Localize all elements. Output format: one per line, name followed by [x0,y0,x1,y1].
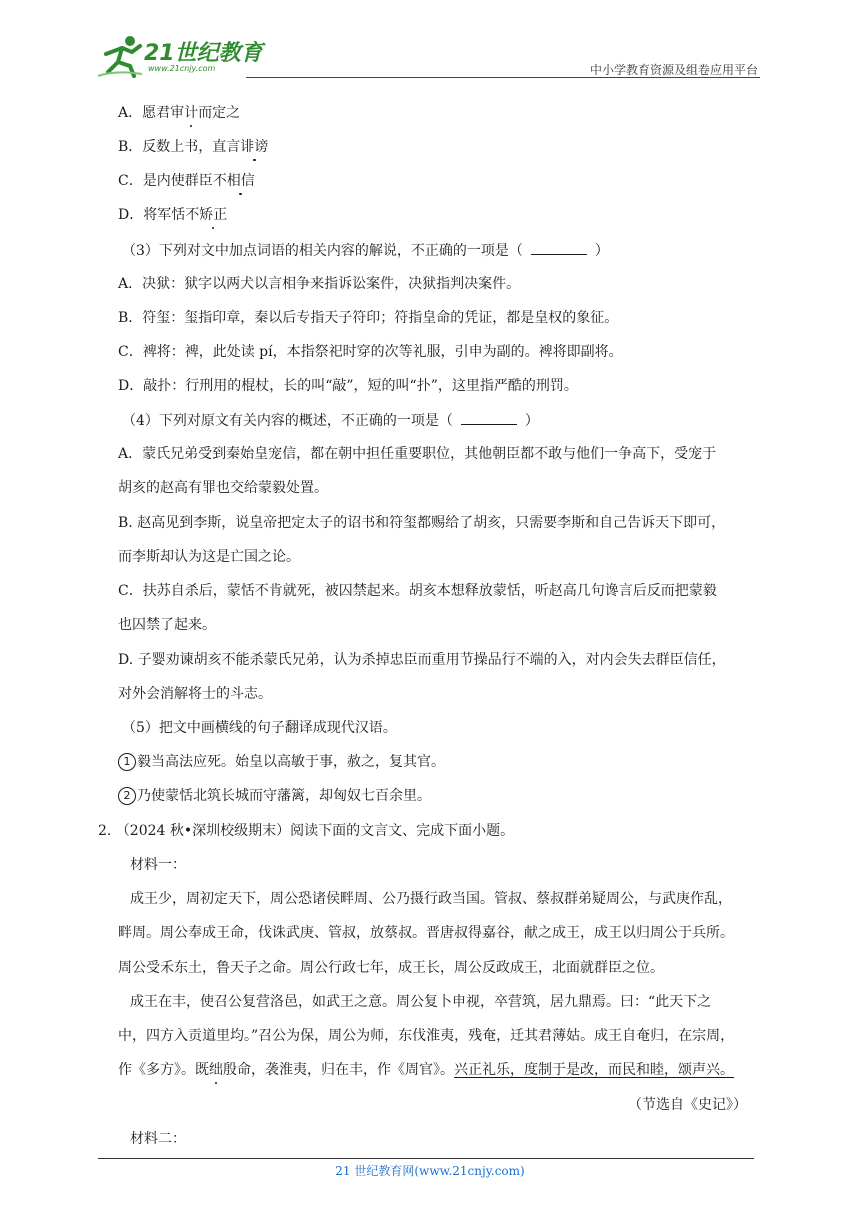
passage-1-line2: 畔周。周公奉成王命，伐诛武庚、管叔，放蔡叔。晋唐叔得嘉谷，献之成王，成王以归周公于兵所。 [118,925,734,941]
answer-blank[interactable] [461,410,517,425]
q4-option-b-line2: 而李斯却认为这是亡国之论。 [118,549,300,565]
q3-option-b: B．符玺：玺指印章，秦以后专指天子符印；符指皇命的凭证，都是皇权的象征。 [118,310,619,326]
footer-link[interactable]: 21 世纪教育网(www.21cnjy.com) [335,1164,525,1178]
sentence-text: 毅当高法应死。始皇以高敏于事，赦之，复其官。 [137,754,445,770]
q5-sentence-1 [118,752,445,772]
site-logo [96,34,266,78]
option-b [118,137,268,157]
option-d [118,205,227,225]
option-text: C．是内使群臣不 [118,173,227,189]
passage-text: 作《多方》。既 [118,1062,209,1078]
platform-title: 中小学教育资源及组卷应用平台 [589,63,758,77]
dotted-word: 诽谤 [240,139,269,155]
passage-1-line3: 周公受禾东土，鲁天子之命。周公行政七年，成王长，周公反政成王，北面就群臣之位。 [118,960,664,976]
material-2-label: 材料二： [130,1131,186,1147]
passage-2-line2: 中，四方入贡道里均。”召公为保，周公为师，东伐淮夷，残奄，迁其君薄姑。成王自奄归，在宗周， [118,1028,735,1044]
footer-divider [98,1158,754,1159]
passage-2-line3 [118,1060,734,1080]
q4-option-d-line1: D. 子婴劝谏胡亥不能杀蒙氏兄弟，认为杀掉忠臣而重用节操品行不端的入，对内会失去群臣信任， [118,652,726,668]
q4-option-a-line1: A．蒙氏兄弟受到秦始皇宠信，都在朝中担任重要职位，其他朝臣都不敢与他们一争高下，受宠于 [118,446,717,462]
option-a [118,103,240,123]
source-citation: （节选自《史记》） [628,1097,747,1113]
q3-option-a: A．决狱：狱字以两犬以言相争来指诉讼案件，决狱指判决案件。 [118,276,521,292]
stem-text: （4）下列对原文有关内容的概述，不正确的一项是（ [122,413,453,429]
option-text: 而定之 [198,105,241,121]
q4-option-c-line2: 也囚禁了起来。 [118,617,216,633]
logo-url: www.21cnjy.com [148,64,216,73]
circled-number: 2 [118,787,136,805]
logo-title: 21世纪教育 [144,41,263,66]
dotted-word: 矫正 [199,207,228,223]
sentence-text: 乃使蒙恬北筑长城而守藩篱，却匈奴七百余里。 [137,788,431,804]
option-c [118,171,255,191]
circled-number: 1 [118,753,136,771]
stem-text: ） [594,243,609,259]
passage-2-line1: 成王在丰，使召公复营洛邑，如武王之意。周公复卜申视，卒营筑，居九鼎焉。曰：“此天下之 [130,994,712,1010]
option-text: A．愿君审 [118,105,185,121]
q4-option-c-line1: C．扶苏自杀后，蒙恬不肯就死，被囚禁起来。胡亥本想释放蒙恬，听赵高几句谗言后反而把蒙毅 [118,583,717,599]
runner-logo-icon [96,34,146,78]
dotted-word: 绌 [209,1062,223,1078]
header-divider [246,77,760,78]
q4-option-d-line2: 对外会消解将士的斗志。 [118,686,272,702]
question-4-stem [122,410,539,431]
answer-blank[interactable] [531,240,587,255]
q4-option-b-line1: B. 赵高见到李斯，说皇帝把定太子的诏书和符玺都赐给了胡亥，只需要李斯和自己告诉天下即可， [118,515,726,531]
question-3-stem [122,240,609,261]
option-text: B．反数上书，直言 [118,139,241,155]
passage-text: 殷命，袭淮夷，归在丰，作《周官》。 [223,1062,454,1078]
stem-text: ） [524,413,539,429]
q5-sentence-2 [118,786,431,806]
question-2-heading: 2. （2024 秋•深圳校级期末）阅读下面的文言文、完成下面小题。 [98,823,515,839]
material-1-label: 材料一： [130,857,186,873]
q4-option-a-line2: 胡亥的赵高有罪也交给蒙毅处置。 [118,480,328,496]
option-text: D．将军恬不 [118,207,200,223]
dotted-word: 相信 [226,173,255,189]
q3-option-c: C．裨将：裨，此处读 pí，本指祭祀时穿的次等礼服，引申为副的。裨将即副将。 [118,344,623,360]
q3-option-d: D．敲扑：行刑用的棍杖，长的叫“敲”，短的叫“扑”，这里指严酷的刑罚。 [118,378,578,394]
passage-1-line1: 成王少，周初定天下，周公恐诸侯畔周、公乃摄行政当国。管叔、蔡叔群弟疑周公，与武庚作乱， [130,891,732,907]
dotted-word: 计 [184,105,199,121]
question-5-stem: （5）把文中画横线的句子翻译成现代汉语。 [122,720,397,736]
stem-text: （3）下列对文中加点词语的相关内容的解说，不正确的一项是（ [122,243,523,259]
underlined-sentence: 兴正礼乐，度制于是改，而民和睦，颂声兴。 [454,1062,734,1078]
page-header [96,30,760,80]
